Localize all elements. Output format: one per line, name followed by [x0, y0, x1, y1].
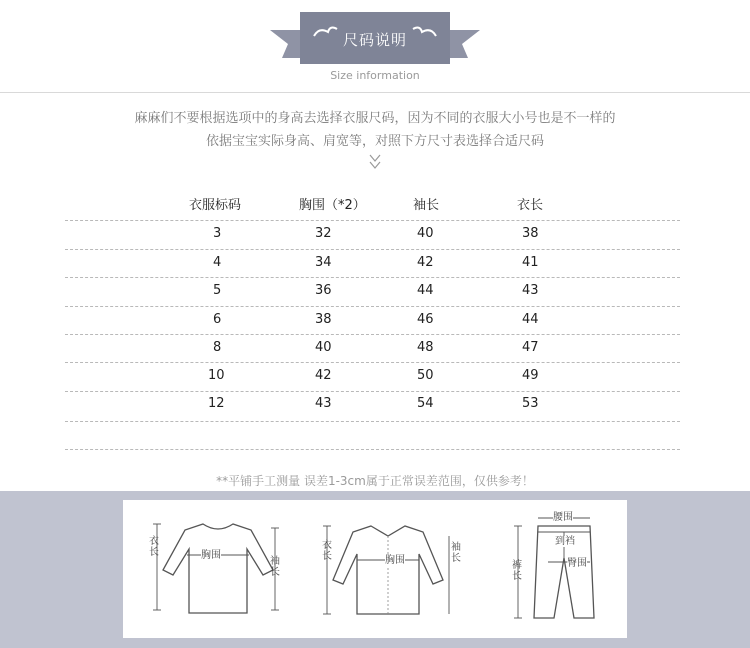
intro-line-2: 依据宝宝实际身高、肩宽等，对照下方尺寸表选择合适尺码	[205, 134, 544, 149]
col-header-chest: 胸围（*2）	[299, 198, 366, 213]
cell-sleeve: 54	[417, 396, 434, 411]
cell-sleeve: 50	[417, 368, 434, 383]
divider	[0, 92, 750, 93]
cell-length: 53	[522, 396, 539, 411]
table-row	[65, 307, 680, 335]
table-row	[65, 391, 680, 419]
cell-sleeve: 48	[417, 340, 434, 355]
col-header-sleeve: 袖长	[413, 198, 440, 213]
tshirt-diagram-icon	[151, 518, 286, 618]
tee-sleeve-label: 袖长	[270, 556, 280, 578]
pants-diagram-icon	[508, 512, 608, 624]
cell-length: 38	[522, 226, 539, 241]
cell-length: 49	[522, 368, 539, 383]
diagram-panel	[123, 500, 627, 638]
cell-size: 8	[213, 340, 222, 355]
col-header-size: 衣服标码	[189, 198, 242, 213]
cell-size: 12	[208, 396, 225, 411]
table-row	[65, 278, 680, 306]
cell-sleeve: 42	[417, 255, 434, 270]
cell-chest: 34	[315, 255, 332, 270]
shirt-length-label: 衣长	[322, 540, 332, 562]
tee-length-label: 衣长	[149, 536, 159, 558]
cell-sleeve: 40	[417, 226, 434, 241]
table-row	[65, 221, 680, 249]
cell-chest: 43	[315, 396, 332, 411]
cell-chest: 42	[315, 368, 332, 383]
cell-length: 44	[522, 312, 539, 327]
page-title: 尺码说明	[342, 31, 407, 49]
tee-chest-label: 胸围	[201, 550, 221, 561]
shirt-sleeve-label: 袖长	[451, 542, 461, 564]
row-divider	[65, 421, 680, 422]
cell-chest: 36	[315, 283, 332, 298]
row-divider	[65, 449, 680, 450]
cell-length: 43	[522, 283, 539, 298]
cell-length: 41	[522, 255, 539, 270]
cell-chest: 32	[315, 226, 332, 241]
cell-size: 10	[208, 368, 225, 383]
cell-size: 5	[213, 283, 222, 298]
col-header-length: 衣长	[517, 198, 544, 213]
pants-hip-label: 臀围	[567, 558, 587, 569]
page-subtitle: Size information	[330, 69, 420, 82]
cell-chest: 40	[315, 340, 332, 355]
shirt-diagram-icon	[323, 522, 453, 620]
cell-chest: 38	[315, 312, 332, 327]
cell-length: 47	[522, 340, 539, 355]
intro-line-1: 麻麻们不要根据选项中的身高去选择衣服尺码，因为不同的衣服大小号也是不一样的	[134, 111, 616, 126]
measurement-note: **平铺手工测量 误差1-3cm属于正常误差范围，仅供参考！	[216, 474, 534, 488]
pants-waist-label: 腰围	[553, 512, 573, 523]
cell-size: 4	[213, 255, 222, 270]
shirt-chest-label: 胸围	[385, 555, 405, 566]
pants-length-label: 裤长	[512, 560, 522, 582]
cell-sleeve: 46	[417, 312, 434, 327]
pants-rise-label: 到裆	[555, 536, 575, 547]
chevron-down-icon	[366, 152, 384, 172]
cell-sleeve: 44	[417, 283, 434, 298]
table-row	[65, 335, 680, 363]
table-row	[65, 250, 680, 278]
cell-size: 6	[213, 312, 222, 327]
table-row	[65, 363, 680, 391]
cell-size: 3	[213, 226, 222, 241]
